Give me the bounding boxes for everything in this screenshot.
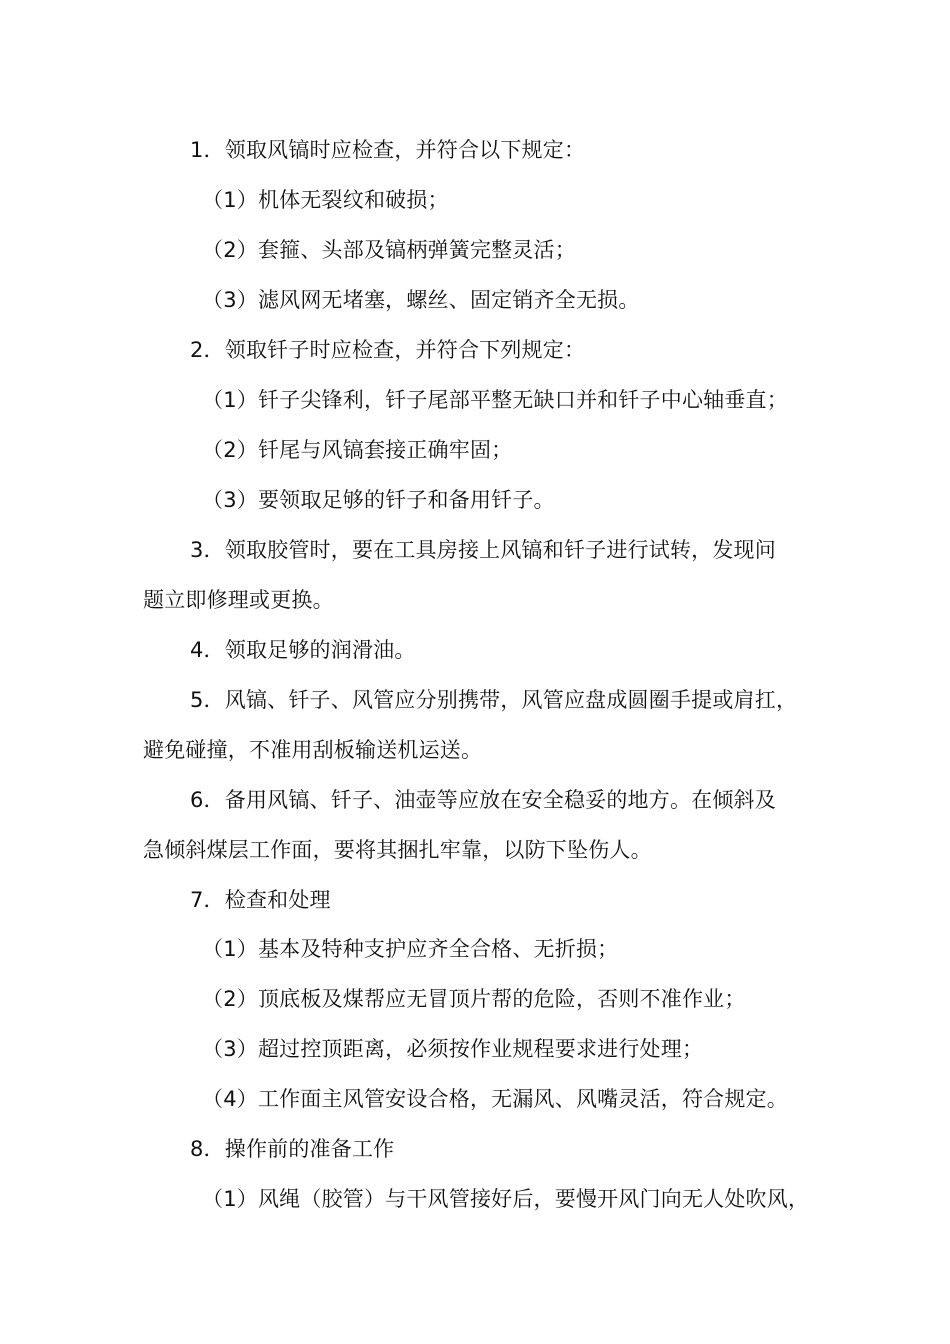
item-8-sub-1: （1）风绳（胶管）与干风管接好后，要慢开风门向无人处吹风， [202,1187,810,1211]
item-2-heading: 2．领取钎子时应检查，并符合下列规定： [190,338,586,362]
item-1-sub-3: （3）滤风网无堵塞，螺丝、固定销齐全无损。 [202,288,640,312]
item-7-sub-1: （1）基本及特种支护应齐全合格、无折损； [202,937,619,961]
item-2-sub-1: （1）钎子尖锋利，钎子尾部平整无缺口并和钎子中心轴垂直； [202,388,788,412]
item-4-paragraph: 4．领取足够的润滑油。 [190,638,416,662]
item-2-sub-3: （3）要领取足够的钎子和备用钎子。 [202,488,555,512]
item-1-sub-2: （2）套箍、头部及镐柄弹簧完整灵活； [202,238,576,262]
item-7-sub-2: （2）顶底板及煤帮应无冒顶片帮的危险，否则不准作业； [202,987,746,1011]
item-2-sub-2: （2）钎尾与风镐套接正确牢固； [202,438,513,462]
item-7-sub-3: （3）超过控顶距离，必须按作业规程要求进行处理； [202,1037,704,1061]
item-3-paragraph-line-2: 题立即修理或更换。 [143,588,334,612]
item-1-heading: 1．领取风镐时应检查，并符合以下规定： [190,138,586,162]
item-8-heading: 8．操作前的准备工作 [190,1137,395,1161]
item-3-paragraph-line-1: 3．领取胶管时，要在工具房接上风镐和钎子进行试转，发现问 [190,538,776,562]
item-6-paragraph-line-1: 6．备用风镐、钎子、油壶等应放在安全稳妥的地方。在倾斜及 [190,788,776,812]
item-1-sub-1: （1）机体无裂纹和破损； [202,188,449,212]
item-5-paragraph-line-2: 避免碰撞，不准用刮板输送机运送。 [143,738,483,762]
item-5-paragraph-line-1: 5．风镐、钎子、风管应分别携带，风管应盘成圆圈手提或肩扛， [190,688,798,712]
item-7-heading: 7．检查和处理 [190,888,331,912]
item-7-sub-4: （4）工作面主风管安设合格，无漏风、风嘴灵活，符合规定。 [202,1087,788,1111]
item-6-paragraph-line-2: 急倾斜煤层工作面，要将其捆扎牢靠，以防下坠伤人。 [143,838,652,862]
